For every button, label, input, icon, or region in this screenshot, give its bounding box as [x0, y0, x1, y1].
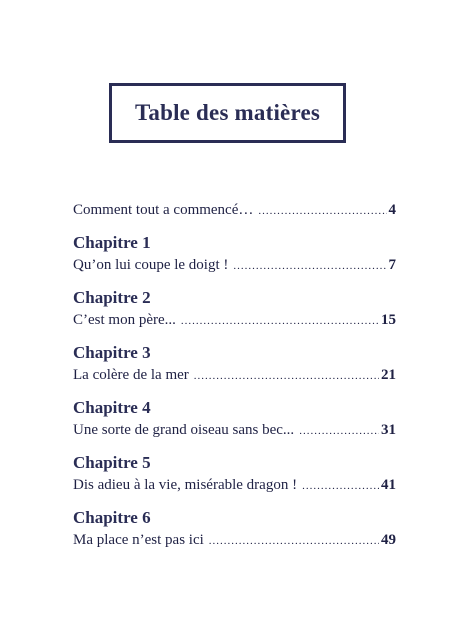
chapter-heading: Chapitre 4 [73, 398, 151, 417]
toc-line [73, 308, 396, 332]
chapter-heading: Chapitre 5 [73, 453, 151, 472]
toc-entry-chapter-4 [73, 398, 396, 442]
toc-entry-text: C’est mon père... [73, 312, 176, 328]
toc-entry-text: Qu’on lui coupe le doigt ! [73, 257, 229, 273]
toc-page-number: 15 [381, 312, 396, 328]
toc-page-number: 49 [381, 532, 396, 548]
chapter-heading: Chapitre 6 [73, 508, 151, 527]
toc-page-number: 4 [388, 202, 396, 218]
dot-leader [209, 529, 379, 553]
page-title: Table des matières [134, 100, 321, 125]
dot-leader [258, 199, 386, 223]
toc-line [73, 363, 396, 387]
toc-line [73, 528, 396, 552]
toc-page-number: 31 [381, 422, 396, 438]
chapter-heading: Chapitre 1 [73, 233, 151, 252]
toc-entry-text: Dis adieu à la vie, misérable dragon ! [73, 477, 298, 493]
toc-entry-text: Une sorte de grand oiseau sans bec... [73, 422, 295, 438]
toc-entry-text: Ma place n’est pas ici [73, 532, 204, 548]
dot-leader [194, 364, 379, 388]
toc-line [73, 253, 396, 277]
toc-entry-chapter-1 [73, 233, 396, 277]
title-box [109, 83, 346, 143]
dot-leader [299, 419, 379, 443]
dot-leader [302, 474, 379, 498]
toc-entry-text: Comment tout a commencé… [73, 202, 254, 218]
toc-entry-text: La colère de la mer [73, 367, 189, 383]
table-of-contents [73, 198, 396, 552]
toc-entry-chapter-2 [73, 288, 396, 332]
dot-leader [233, 254, 386, 278]
toc-line [73, 418, 396, 442]
toc-page-number: 41 [381, 477, 396, 493]
toc-entry-chapter-6 [73, 508, 396, 552]
chapter-heading: Chapitre 3 [73, 343, 151, 362]
toc-line [73, 473, 396, 497]
toc-entry-intro [73, 198, 396, 222]
toc-page-number: 21 [381, 367, 396, 383]
toc-line [73, 198, 396, 222]
chapter-heading: Chapitre 2 [73, 288, 151, 307]
dot-leader [181, 309, 379, 333]
toc-entry-chapter-5 [73, 453, 396, 497]
toc-entry-chapter-3 [73, 343, 396, 387]
toc-page-number: 7 [388, 257, 396, 273]
